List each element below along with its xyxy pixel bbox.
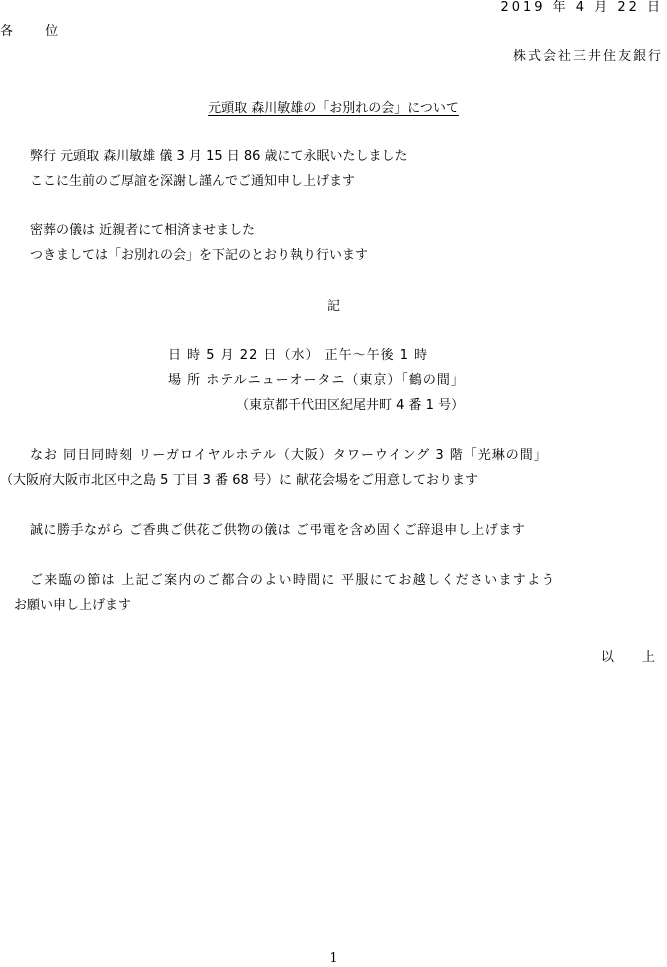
event-venue: 場 所 ホテルニューオータニ（東京）「鶴の間」 [168,373,465,388]
ki-heading: 記 [326,299,340,314]
page-number: 1 [329,951,338,966]
para1-line1: 弊行 元頭取 森川敏雄 儀 3 月 15 日 86 歳にて永眠いたしました [30,149,408,164]
para2-line2: つきましては「お別れの会」を下記のとおり執り行います [30,248,369,263]
para3-line1: なお 同日同時刻 リーガロイヤルホテル（大阪）タワーウイング 3 階「光琳の間」 [30,448,548,463]
para2-line1: 密葬の儀は 近親者にて相済ませました [30,223,256,238]
para5-line1: ご来臨の節は 上記ご案内のご都合のよい時間に 平服にてお越しくださいますよう [30,573,556,588]
para4: 誠に勝手ながら ご香典ご供花ご供物の儀は ご弔電を含め固くご辞退申し上げます [30,523,526,538]
document-title-text: 元頭取 森川敏雄の「お別れの会」について [208,101,459,116]
document-date: 2019 年 4 月 22 日 [500,0,663,15]
event-datetime: 日 時 5 月 22 日（水） 正午～午後 1 時 [168,348,429,363]
sender-name: 株式会社三井住友銀行 [512,49,663,64]
addressee: 各 位 [0,24,73,39]
para3-line2: （大阪府大阪市北区中之島 5 丁目 3 番 68 号）に 献花会場をご用意しております [0,473,479,488]
closing-ijo: 以 上 [600,650,667,665]
para5-line2: お願い申し上げます [14,598,132,613]
document-title [0,101,667,117]
para1-line2: ここに生前のご厚誼を深謝し謹んでご通知申し上げます [30,174,356,189]
event-address: （東京都千代田区紀尾井町 4 番 1 号） [236,398,465,413]
